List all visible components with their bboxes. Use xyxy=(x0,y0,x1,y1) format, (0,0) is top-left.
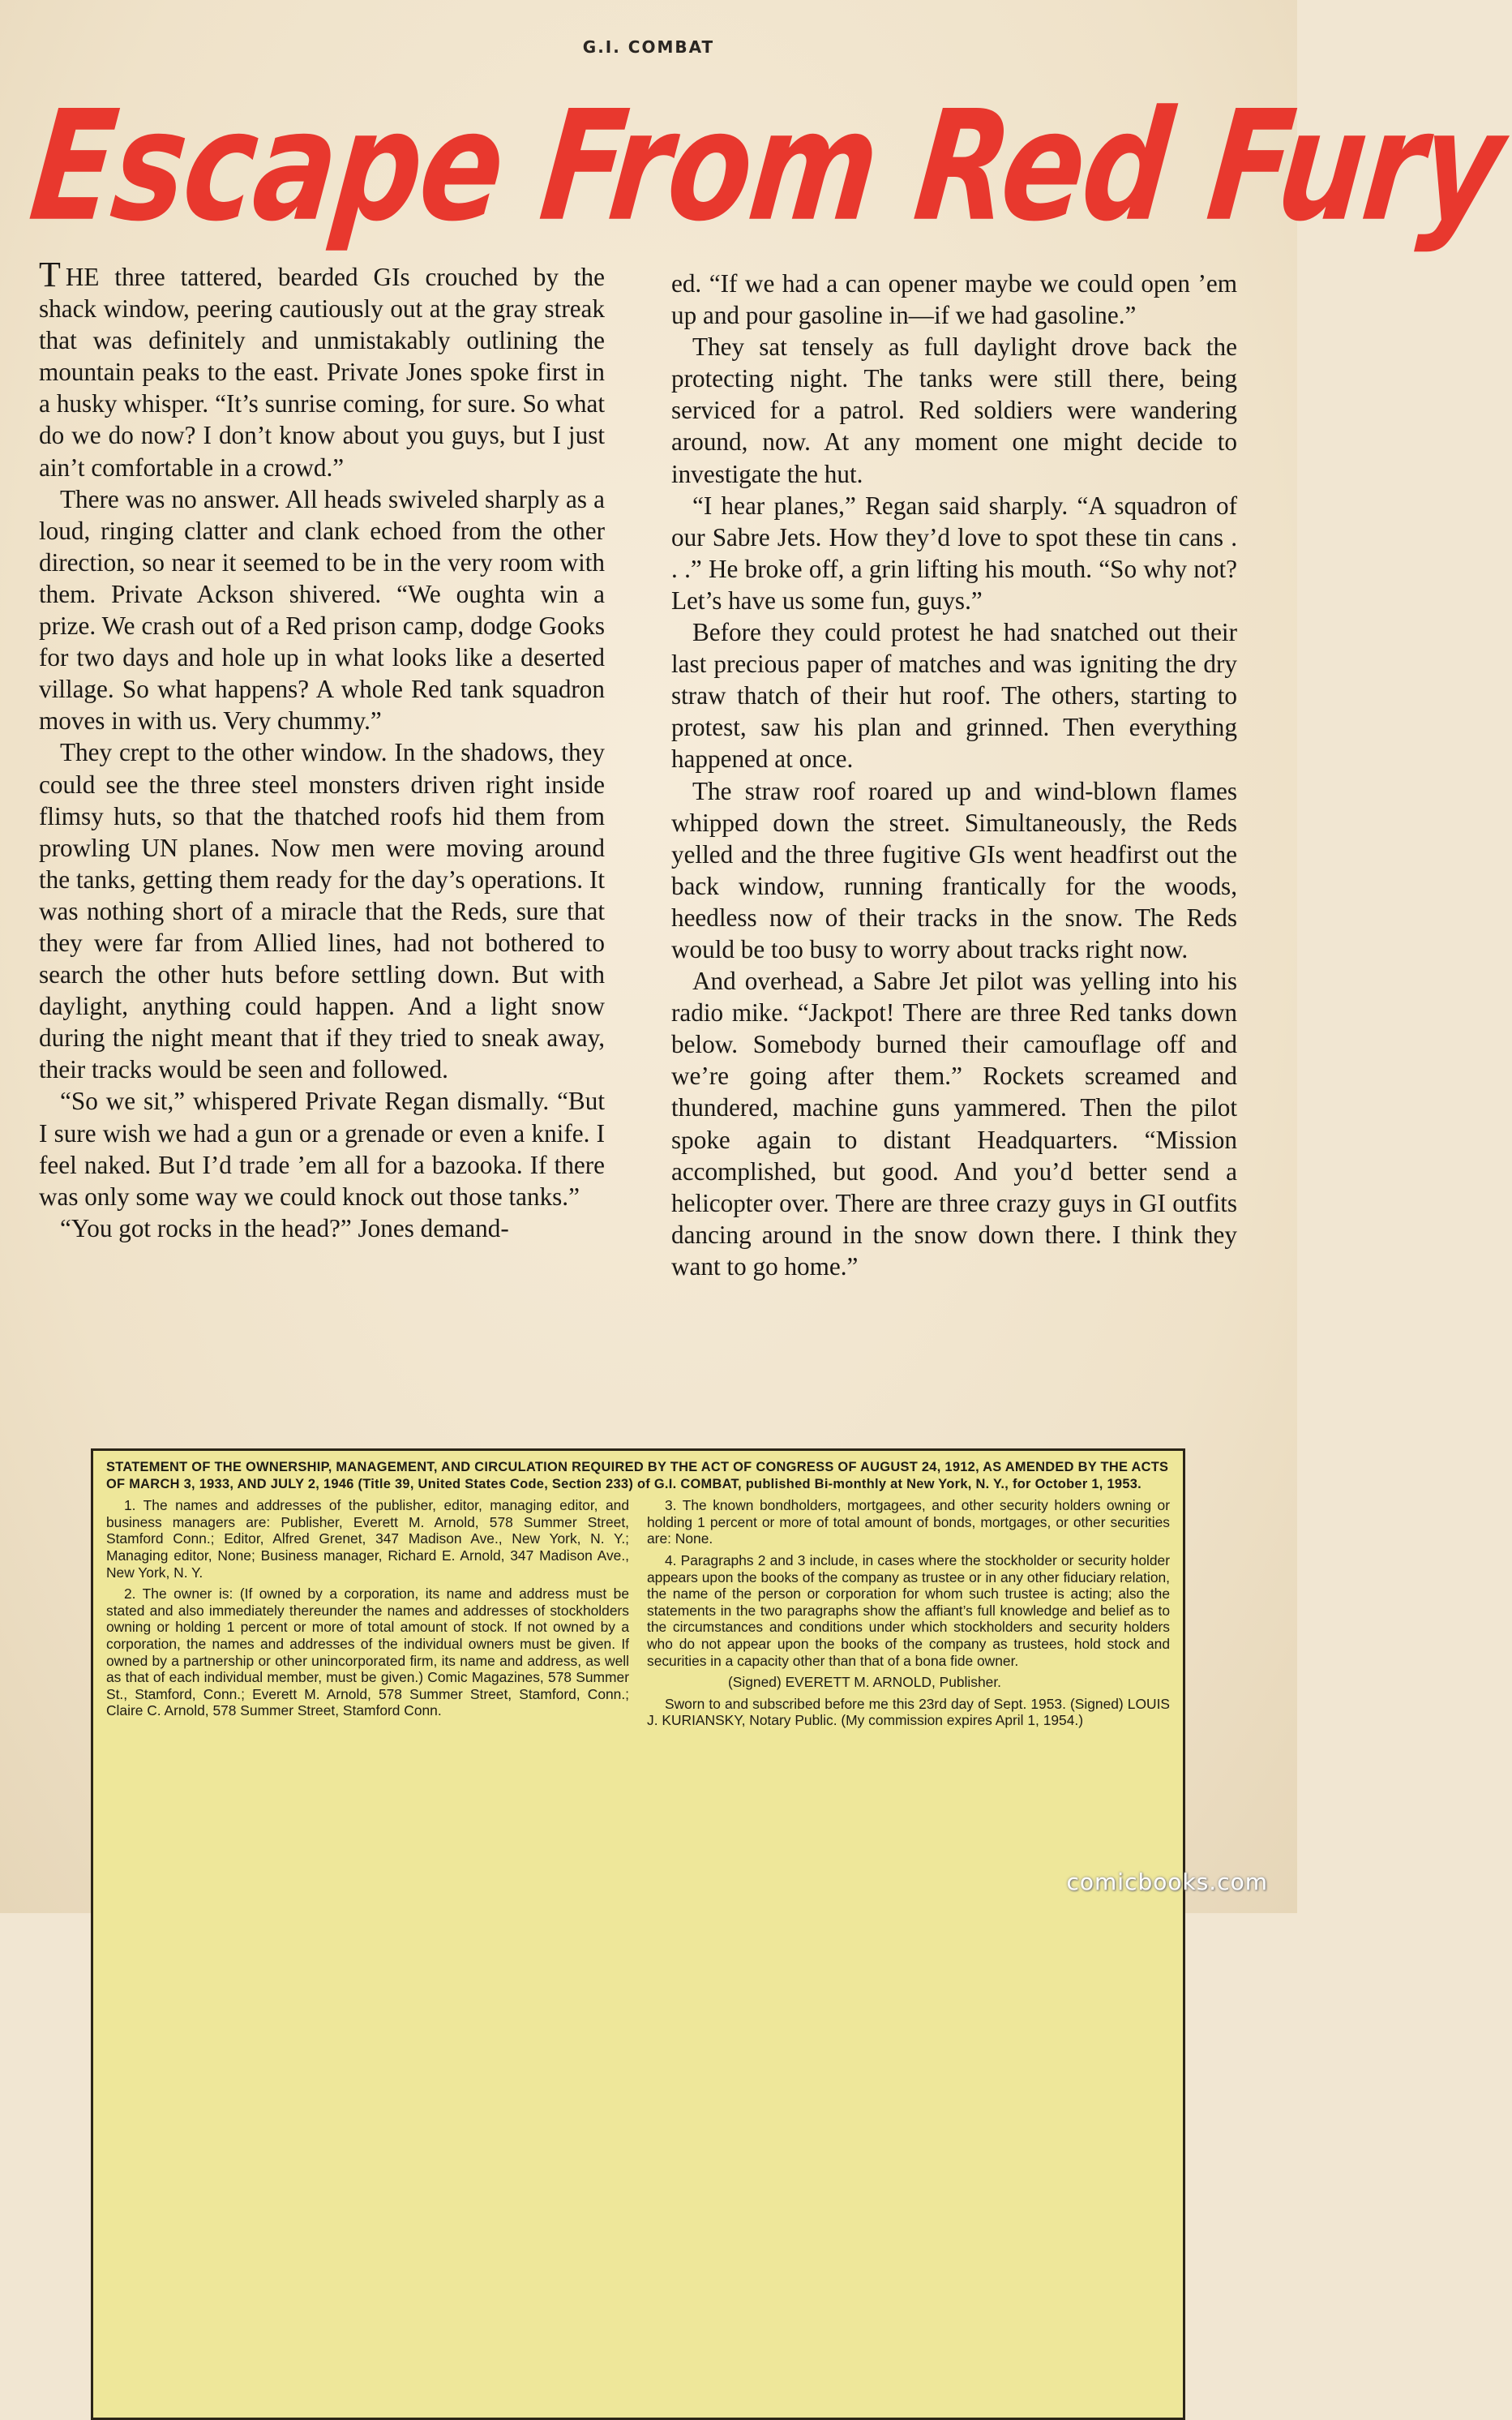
paragraph: There was no answer. All heads swiveled sharply as a loud, ringing clatter and clank echoed from the other direction, so near it seemed to be in the very room with them. Private Ackson shivered. “We oughta win a prize. We crash out of a Red prison camp, dodge Gooks for two days and hole up in what looks like a deserted village. So what happens? A whole Red tank squadron moves in with us. Very chummy.” xyxy=(39,484,605,736)
paragraph-text: HE three tattered, bearded GIs crouched by the shack window, peering cautiously out at the gray streak that was definitely and unmistakably outlining the mountain peaks to the east. Private Jones spoke first in a husky whisper. “It’s sunrise coming, for sure. So what do we do now? I don’t know about you guys, but I just ain’t comfortable in a crowd.” xyxy=(39,263,605,482)
statement-item: 3. The known bondholders, mortgagees, and other security holders owning or holding 1 percent or more of total amount of bonds, mortgages, or other securities are: None. xyxy=(647,1497,1170,1547)
running-head: G.I. COMBAT xyxy=(582,37,715,57)
drop-cap: T xyxy=(39,255,61,294)
paragraph: The straw roof roared up and wind-blown flames whipped down the street. Simultaneously, the Reds yelled and the three fugitive GIs went headfirst out the back window, running frantically for the woods, heedless now of their tracks in the snow. The Reds would be too busy to worry about tracks right now. xyxy=(671,776,1237,963)
story-title: Escape From Red Fury xyxy=(23,79,1510,255)
statement-column-left xyxy=(106,1497,629,1734)
story-column-right xyxy=(671,268,1237,1282)
paragraph: Before they could protest he had snatched out their last precious paper of matches and was igniting the dry straw thatch of their hut roof. The others, starting to protest, saw his plan and grinned. Then everything happened at once. xyxy=(671,618,1237,774)
statement-item: 1. The names and addresses of the publisher, editor, managing editor, and business managers are: Publisher, Everett M. Arnold, 578 Summer Street, Stamford Conn.; Editor, Alfred Grenet, 347 Madison Ave., New York, N. Y.; Managing editor, None; Business manager, Richard E. Arnold, 347 Madison Ave., New York, N. Y. xyxy=(106,1497,629,1581)
paragraph: “So we sit,” whispered Private Regan dismally. “But I sure wish we had a gun or a grenade or even a knife. I feel naked. But I’d trade ’em all for a bazooka. If there was only some way we could knock out those tanks.” xyxy=(39,1087,605,1211)
statement-lead: STATEMENT OF THE OWNERSHIP, MANAGEMENT, AND CIRCULATION REQUIRED BY THE ACT OF CONGRESS OF AUGUST 24, 1912, AS AMENDED BY THE ACTS OF MARCH 3, 1933, AND JULY 2, 1946 (Title 39, United States Code, Section 233) of G.I. COMBAT, published Bi-monthly at New York, N. Y., for October 1, 1953. xyxy=(106,1460,1169,1491)
site-watermark: comicbooks.com xyxy=(1066,1869,1268,1895)
statement-item: 2. The owner is: (If owned by a corporation, its name and address must be stated and also immediately thereunder the names and addresses of stockholders owning or holding 1 percent or more of total amount of stock. If not owned by a corporation, the names and addresses of the individual owners must be given. If owned by a partnership or other unincorporated firm, its name and address, as well as that of each individual member, must be given.) Comic Magazines, 578 Summer St., Stamford, Conn.; Everett M. Arnold, 578 Summer Street, Stamford, Conn.; Claire C. Arnold, 578 Summer Street, Stamford Conn. xyxy=(106,1585,629,1719)
statement-columns xyxy=(106,1497,1170,1734)
paragraph xyxy=(39,255,605,483)
paragraph: They crept to the other window. In the shadows, they could see the three steel monsters driven right inside flimsy huts, so that the thatched roofs hid them from prowling UN planes. Now men were moving around the tanks, getting them ready for the day’s operations. It was nothing short of a miracle that the Reds, sure that they were far from Allied lines, had not bothered to search the other huts before settling down. But with daylight, anything could happen. And a light snow during the night meant that if they tried to sneak away, their tracks would be seen and followed. xyxy=(39,738,605,1084)
paragraph: They sat tensely as full daylight drove back the protecting night. The tanks were still there, being serviced for a patrol. Red soldiers were wandering around, now. At any moment one might decide to investigate the hut. xyxy=(671,333,1237,488)
statement-column-right xyxy=(647,1497,1170,1734)
paragraph: ed. “If we had a can opener maybe we could open ’em up and pour gasoline in—if we had gasoline.” xyxy=(671,269,1237,330)
statement-item: 4. Paragraphs 2 and 3 include, in cases where the stockholder or security holder appears upon the books of the company as trustee or in any other fiduciary relation, the name of the person or corporation for whom such trustee is acting; also the statements in the two paragraphs show the affiant’s full knowledge and belief as to the circumstances and conditions under which stockholders and security holders who do not appear upon the books of the company as trustees, hold stock and securities in a capacity other than that of a bona fide owner. xyxy=(647,1551,1170,1669)
paragraph: And overhead, a Sabre Jet pilot was yelling into his radio mike. “Jackpot! There are three Red tanks down below. Somebody burned their camouflage off and we’re going after them.” Rockets screamed and thundered, machine guns yammered. Then the pilot spoke again to distant Headquarters. “Mission accomplished, but good. And you’d better send a helicopter over. There are three crazy guys in GI outfits dancing around in the snow down there. I think they want to go home.” xyxy=(671,967,1237,1281)
statement-sworn: Sworn to and subscribed before me this 23rd day of Sept. 1953. (Signed) LOUIS J. KURIANSKY, Notary Public. (My commission expires April 1, 1954.) xyxy=(647,1695,1170,1729)
ownership-statement-box xyxy=(91,1448,1185,2420)
statement-signature: (Signed) EVERETT M. ARNOLD, Publisher. xyxy=(728,1674,1001,1691)
story-column-left xyxy=(39,255,605,1244)
paragraph: “I hear planes,” Regan said sharply. “A squadron of our Sabre Jets. How they’d love to spot these tin cans . . .” He broke off, a grin lifting his mouth. “So why not? Let’s have us some fun, guys.” xyxy=(671,491,1237,615)
paragraph: “You got rocks in the head?” Jones demand- xyxy=(60,1213,509,1242)
